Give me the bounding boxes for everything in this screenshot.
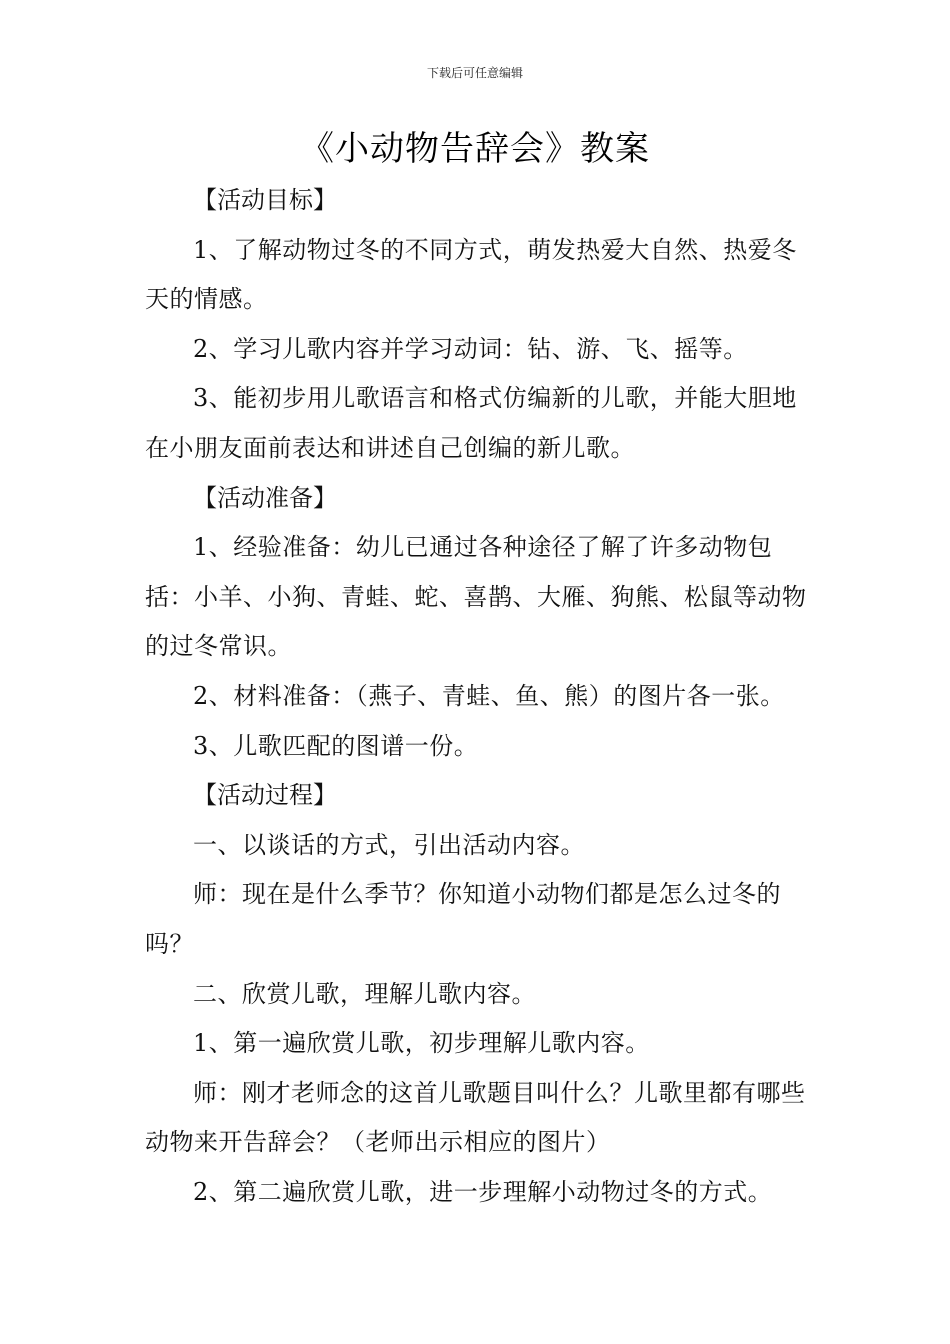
preparation-item-1: 1、经验准备：幼儿已通过各种途径了解了许多动物包括：小羊、小狗、青蛙、蛇、喜鹊、大雁、狗熊、松鼠等动物的过冬常识。	[145, 533, 807, 661]
preparation-item-2: 2、材料准备：（燕子、青蛙、鱼、熊）的图片各一张。	[193, 681, 785, 710]
document-title: 《小动物告辞会》教案	[300, 129, 650, 169]
process-step-6: 2、第二遍欣赏儿歌，进一步理解小动物过冬的方式。	[193, 1177, 773, 1206]
page-header-note: 下载后可任意编辑	[426, 66, 523, 80]
process-step-3: 二、欣赏儿歌，理解儿歌内容。	[193, 979, 536, 1008]
process-step-4: 1、第一遍欣赏儿歌，初步理解儿歌内容。	[193, 1029, 650, 1058]
section-heading-goals: 【活动目标】	[193, 186, 337, 214]
preparation-item-3: 3、儿歌匹配的图谱一份。	[193, 731, 479, 760]
process-step-2: 师：现在是什么季节？你知道小动物们都是怎么过冬的吗？	[145, 880, 781, 958]
section-heading-preparation: 【活动准备】	[193, 483, 337, 512]
document-body	[145, 176, 810, 1217]
process-step-1: 一、以谈话的方式，引出活动内容。	[193, 830, 585, 859]
process-step-5: 师：刚才老师念的这首儿歌题目叫什么？儿歌里都有哪些动物来开告辞会？（老师出示相应的图片）	[145, 1078, 806, 1157]
goal-item-3: 3、能初步用儿歌语言和格式仿编新的儿歌，并能大胆地在小朋友面前表达和讲述自己创编的新儿歌。	[145, 384, 797, 462]
goal-item-2: 2、学习儿歌内容并学习动词：钻、游、飞、摇等。	[193, 334, 748, 363]
goal-item-1: 1、了解动物过冬的不同方式，萌发热爱大自然、热爱冬天的情感。	[145, 235, 797, 314]
section-heading-process: 【活动过程】	[193, 781, 337, 810]
